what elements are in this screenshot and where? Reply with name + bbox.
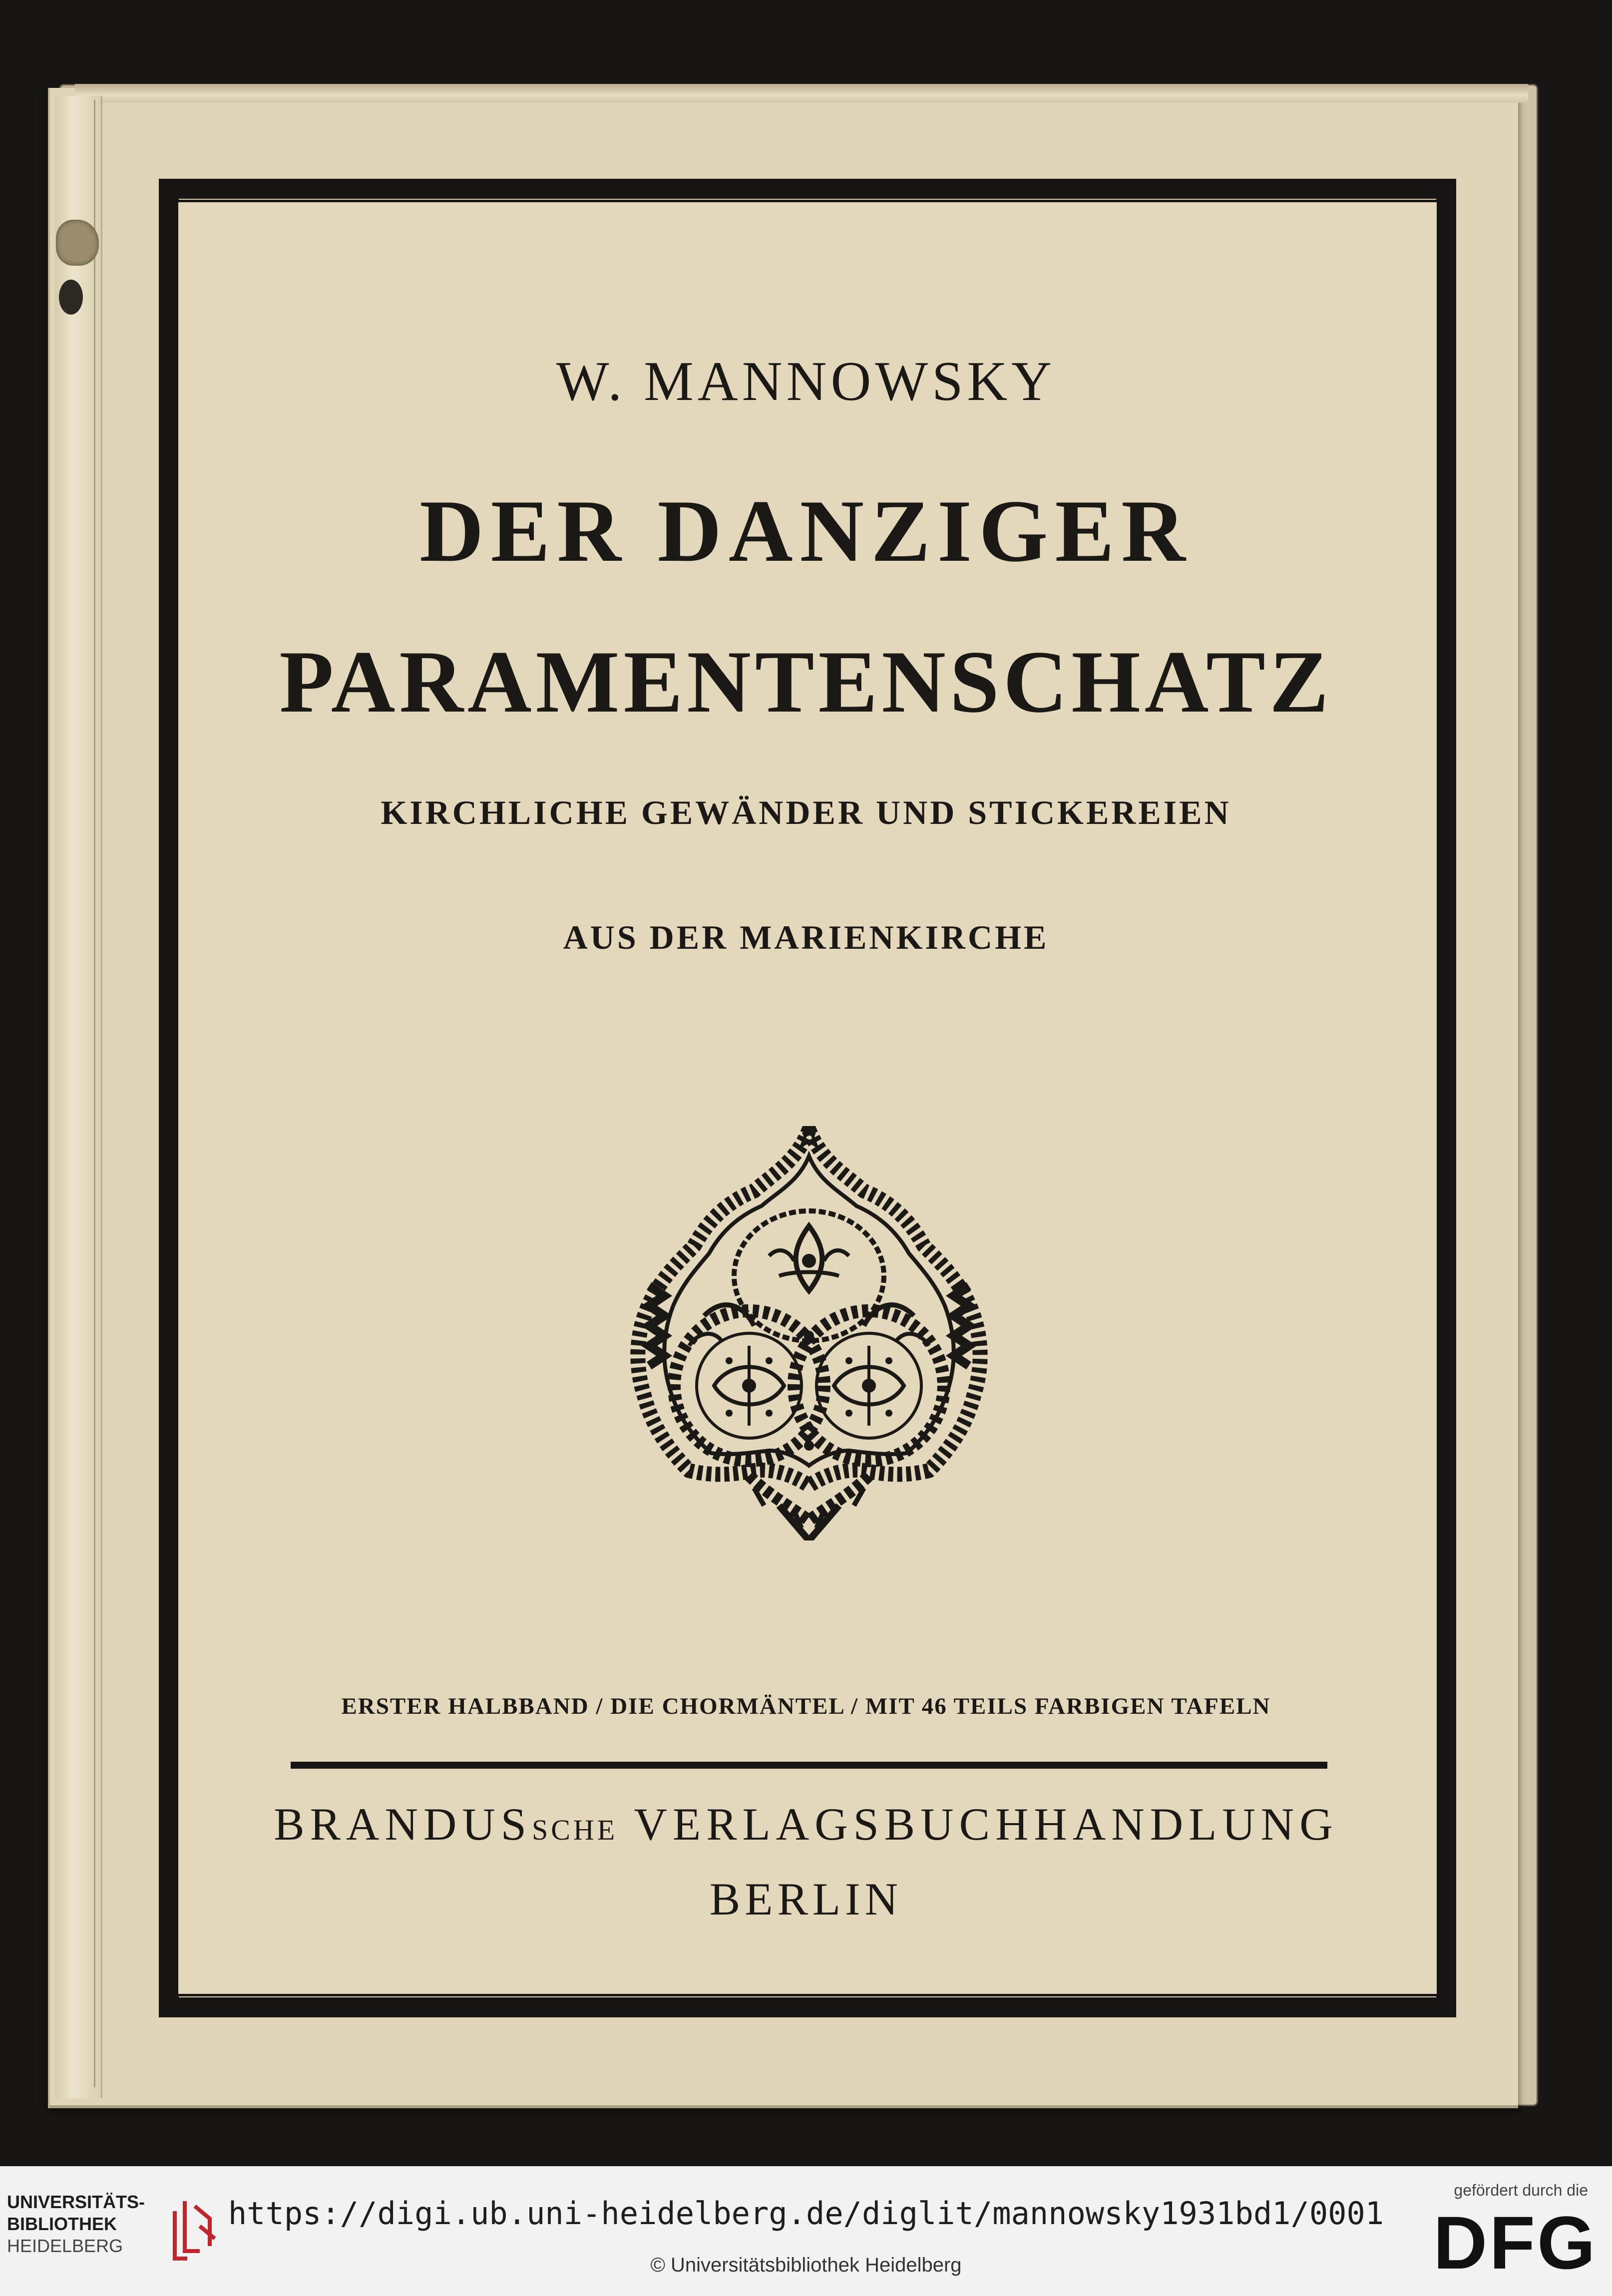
dfg-logo[interactable]: DFG bbox=[1433, 2201, 1598, 2285]
title-line-2: PARAMENTENSCHATZ bbox=[279, 632, 1333, 731]
title-line-1: DER DANZIGER bbox=[419, 481, 1193, 580]
publisher-name: BRANDUS bbox=[274, 1799, 532, 1850]
publisher-line bbox=[0, 1798, 1612, 1851]
library-tape-mark bbox=[56, 220, 99, 266]
permalink-url[interactable]: https://digi.ub.uni-heidelberg.de/diglit/mannowsky1931bd1/0001 bbox=[228, 2195, 1384, 2232]
cover-frame-inner bbox=[176, 200, 1439, 1996]
subtitle-line-2: AUS DER MARIENKIRCHE bbox=[563, 918, 1049, 956]
series-line: ERSTER HALBBAND / DIE CHORMÄNTEL / MIT 46 TEILS FARBIGEN TAFELN bbox=[341, 1693, 1271, 1719]
cover-top-edge bbox=[75, 84, 1528, 103]
author-name: W. MANNOWSKY bbox=[556, 351, 1056, 412]
viewer-footer bbox=[0, 2166, 1612, 2296]
publisher-suffix: SCHE bbox=[531, 1814, 618, 1846]
library-line-1: UNIVERSITÄTS- bbox=[7, 2192, 145, 2212]
publisher-rest: VERLAGSBUCHHANDLUNG bbox=[618, 1799, 1338, 1850]
subtitle-line-1: KIRCHLICHE GEWÄNDER UND STICKEREIEN bbox=[381, 793, 1231, 831]
pomegranate-ornament-icon bbox=[629, 1126, 989, 1540]
library-line-3: HEIDELBERG bbox=[7, 2236, 123, 2256]
library-line-2: BIBLIOTHEK bbox=[7, 2214, 117, 2234]
publisher-rule bbox=[291, 1762, 1327, 1769]
library-tape-shadow bbox=[59, 280, 83, 315]
funding-text: gefördert durch die bbox=[1454, 2181, 1588, 2199]
copyright-text: © Universitätsbibliothek Heidelberg bbox=[650, 2254, 962, 2276]
publisher-city: BERLIN bbox=[709, 1874, 903, 1924]
